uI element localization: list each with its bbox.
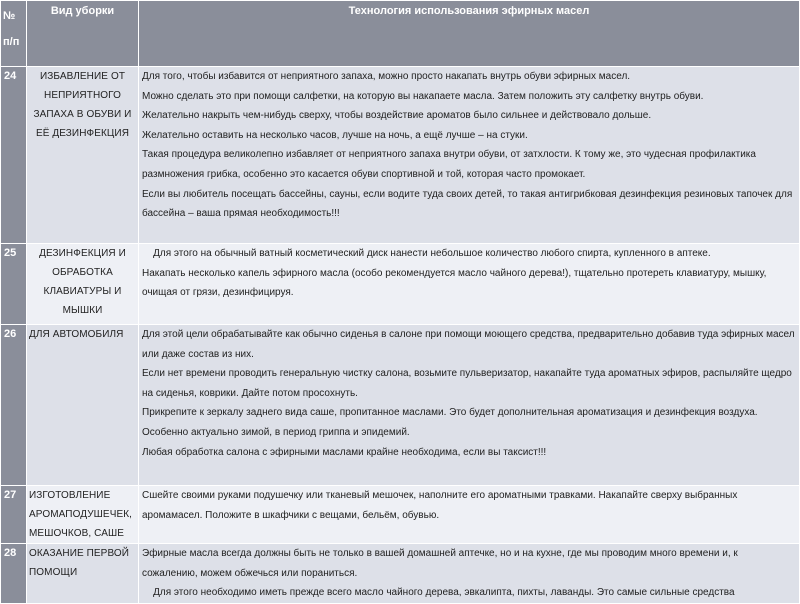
row-number: 26: [1, 325, 27, 486]
header-num: № п/п: [1, 1, 27, 67]
table-row: [1, 67, 800, 244]
row-type: ОКАЗАНИЕ ПЕРВОЙ ПОМОЩИ: [27, 544, 139, 604]
row-type: ДЕЗИНФЕКЦИЯ И ОБРАБОТКА КЛАВИАТУРЫ И МЫШКИ: [27, 244, 139, 325]
tech-paragraph: Желательно накрыть чем-нибудь сверху, чтобы воздействие ароматов было сильнее и действовало дольше.: [142, 110, 652, 122]
tech-paragraph: Сшейте своими руками подушечку или тканевый мешочек, наполните его ароматными травками. Накапайте сверху выбранных аромамасел. Положите в шкафчики с вещами, бельём, обувью.: [142, 490, 738, 521]
header-type: Вид уборки: [27, 1, 139, 67]
row-type: ИЗГОТОВЛЕНИЕ АРОМАПОДУШЕЧЕК, МЕШОЧКОВ, САШЕ: [27, 486, 139, 544]
row-tech: [139, 67, 800, 244]
tech-paragraph: Любая обработка салона с эфирными маслами крайне необходима, если вы таксист!!!: [142, 446, 547, 458]
row-tech: [139, 544, 800, 604]
tech-paragraph: Такая процедура великолепно избавляет от неприятного запаха внутри обуви, от затхлости. К тому же, это чудесная профилактика размножения грибка, особенно это касается обуви спортивной и той, которая часто промокает.: [142, 149, 756, 180]
row-type: ИЗБАВЛЕНИЕ ОТ НЕПРИЯТНОГО ЗАПАХА В ОБУВИ И ЕЁ ДЕЗИНФЕКЦИЯ: [27, 67, 139, 244]
tech-paragraph: Для этого на обычный ватный косметический диск нанести небольшое количество любого спирта, купленного в аптеке.: [142, 248, 711, 259]
tech-paragraph: Особенно актуально зимой, в период гриппа и эпидемий.: [142, 426, 410, 438]
tech-paragraph: Для этого необходимо иметь прежде всего масло чайного дерева, эвкалипта, пихты, лаванды. Это самые сильные средства: [142, 587, 735, 599]
tech-paragraph: Эфирные масла всегда должны быть не только в вашей домашней аптечке, но и на кухне, где мы проводим много времени и, к сожалению, можем обжечься или пораниться.: [142, 548, 738, 579]
table-row: [1, 244, 800, 325]
header-tech: Технология использования эфирных масел: [139, 1, 800, 67]
table-header-row: [1, 1, 800, 67]
table-row: [1, 486, 800, 544]
row-number: 28: [1, 544, 27, 604]
table-row: [1, 544, 800, 604]
tech-paragraph: Если нет времени проводить генеральную чистку салона, возьмите пульверизатор, накапайте туда ароматных эфиров, распыляйте щедро на сиденья, коврики. Дайте потом просохнуть.: [142, 368, 792, 399]
row-number: 27: [1, 486, 27, 544]
tech-paragraph: Прикрепите к зеркалу заднего вида саше, пропитанное маслами. Это будет дополнительная ароматизация и дезинфекция воздуха.: [142, 407, 758, 419]
tech-paragraph: Желательно оставить на несколько часов, лучше на ночь, а ещё лучше – на стуки.: [142, 129, 528, 141]
tech-paragraph: Для того, чтобы избавится от неприятного запаха, можно просто накапать внутрь обуви эфирных масел.: [142, 71, 631, 82]
row-tech: [139, 325, 800, 486]
tech-paragraph: Для этой цели обрабатывайте как обычно сиденья в салоне при помощи моющего средства, предварительно добавив туда эфирных масел или даже состав из них.: [142, 329, 795, 360]
table-row: [1, 325, 800, 486]
row-number: 24: [1, 67, 27, 244]
tech-paragraph: Можно сделать это при помощи салфетки, на которую вы накапаете масла. Затем положить эту салфетку внутрь обуви.: [142, 90, 704, 102]
row-tech: [139, 486, 800, 544]
tech-paragraph: Накапать несколько капель эфирного масла (особо рекомендуется масло чайного дерева!), тщательно протереть клавиатуру, мышку, очищая от грязи, дезинфицируя.: [142, 267, 767, 299]
tech-paragraph: Если вы любитель посещать бассейны, сауны, если водите туда своих детей, то такая антигрибковая дезинфекция резиновых тапочек для бассейна – ваша прямая необходимость!!!: [142, 188, 793, 220]
row-tech: [139, 244, 800, 325]
row-type: ДЛЯ АВТОМОБИЛЯ: [27, 325, 139, 486]
row-number: 25: [1, 244, 27, 325]
